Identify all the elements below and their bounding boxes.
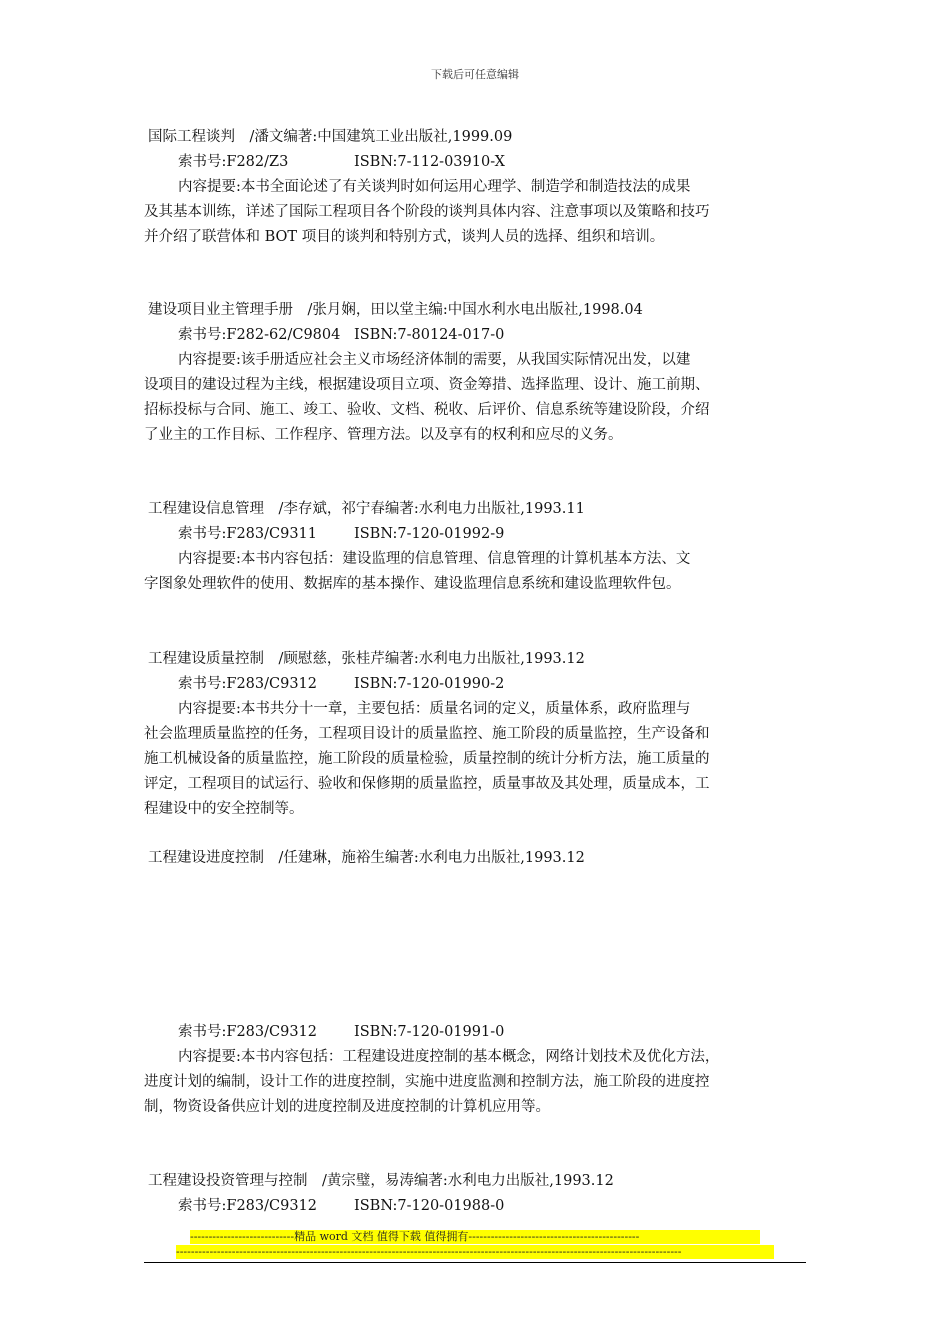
isbn: ISBN:7-120-01990-2 [354, 676, 505, 692]
summary-first-line: 内容提要:该手册适应社会主义市场经济体制的需要，从我国实际情况出发，以建 [178, 352, 691, 368]
entry-title: 国际工程谈判 /潘文编著:中国建筑工业出版社,1999.09 [148, 129, 513, 145]
isbn: ISBN:7-120-01992-9 [354, 526, 505, 542]
summary-line: 及其基本训练，详述了国际工程项目各个阶段的谈判具体内容、注意事项以及策略和技巧 [144, 204, 710, 220]
summary-first-line: 内容提要:本书内容包括：工程建设进度控制的基本概念，网络计划技术及优化方法， [178, 1049, 720, 1065]
call-number: 索书号:F283/C9312 [178, 1024, 318, 1040]
summary-first-line: 内容提要:本书内容包括：建设监理的信息管理、信息管理的计算机基本方法、文 [178, 551, 691, 567]
isbn: ISBN:7-112-03910-X [354, 154, 505, 170]
summary-line: 社会监理质量监控的任务，工程项目设计的质量监控、施工阶段的质量监控，生产设备和 [144, 726, 710, 742]
call-number: 索书号:F282-62/C9804 [178, 327, 341, 343]
call-number: 索书号:F282/Z3 [178, 154, 289, 170]
footer-rule [144, 1262, 806, 1263]
entry-title: 工程建设信息管理 /李存斌，祁宁春编著:水利电力出版社,1993.11 [148, 501, 585, 517]
call-number-row [178, 1197, 505, 1215]
summary-first-line: 内容提要:本书共分十一章，主要包括：质量名词的定义，质量体系，政府监理与 [178, 701, 691, 717]
entry-title: 工程建设进度控制 /任建琳，施裕生编著:水利电力出版社,1993.12 [148, 850, 585, 866]
entry-title: 建设项目业主管理手册 /张月娴，田以堂主编:中国水利水电出版社,1998.04 [148, 302, 643, 318]
call-number-row [178, 153, 505, 171]
summary-line: 设项目的建设过程为主线，根据建设项目立项、资金筹措、选择监理、设计、施工前期、 [144, 377, 710, 393]
call-number: 索书号:F283/C9312 [178, 676, 318, 692]
call-number-row [178, 326, 505, 344]
summary-line: 进度计划的编制，设计工作的进度控制，实施中进度监测和控制方法，施工阶段的进度控 [144, 1074, 710, 1090]
footer-banner: ----------------------------精品 word 文档 值得下载 值得拥有---------------------------------------------- [190, 1230, 760, 1244]
summary-line: 施工机械设备的质量监控，施工阶段的质量检验，质量控制的统计分析方法，施工质量的 [144, 751, 710, 767]
isbn: ISBN:7-120-01991-0 [354, 1024, 505, 1040]
footer-dash-line: ---------------------------------------------------------------------------------------------------------------------------------------- [176, 1245, 774, 1259]
entry-title: 工程建设投资管理与控制 /黄宗璧，易涛编著:水利电力出版社,1993.12 [148, 1173, 614, 1189]
call-number-row [178, 675, 505, 693]
summary-line: 并介绍了联营体和 BOT 项目的谈判和特别方式，谈判人员的选择、组织和培训。 [144, 229, 665, 245]
call-number-row [178, 1023, 505, 1041]
summary-line: 招标投标与合同、施工、竣工、验收、文档、税收、后评价、信息系统等建设阶段，介绍 [144, 402, 710, 418]
summary-first-line: 内容提要:本书全面论述了有关谈判时如何运用心理学、制造学和制造技法的成果 [178, 179, 691, 195]
summary-line: 了业主的工作目标、工作程序、管理方法。以及享有的权利和应尽的义务。 [144, 427, 623, 443]
summary-line: 评定，工程项目的试运行、验收和保修期的质量监控，质量事故及其处理，质量成本，工 [144, 776, 710, 792]
page-header: 下载后可任意编辑 [431, 68, 519, 81]
summary-line: 字图象处理软件的使用、数据库的基本操作、建设监理信息系统和建设监理软件包。 [144, 576, 681, 592]
summary-line: 程建设中的安全控制等。 [144, 801, 304, 817]
call-number-row [178, 525, 505, 543]
call-number: 索书号:F283/C9311 [178, 526, 318, 542]
isbn: ISBN:7-80124-017-0 [354, 327, 505, 343]
isbn: ISBN:7-120-01988-0 [354, 1198, 505, 1214]
summary-line: 制，物资设备供应计划的进度控制及进度控制的计算机应用等。 [144, 1099, 550, 1115]
entry-title: 工程建设质量控制 /顾慰慈，张桂芹编著:水利电力出版社,1993.12 [148, 651, 585, 667]
call-number: 索书号:F283/C9312 [178, 1198, 318, 1214]
